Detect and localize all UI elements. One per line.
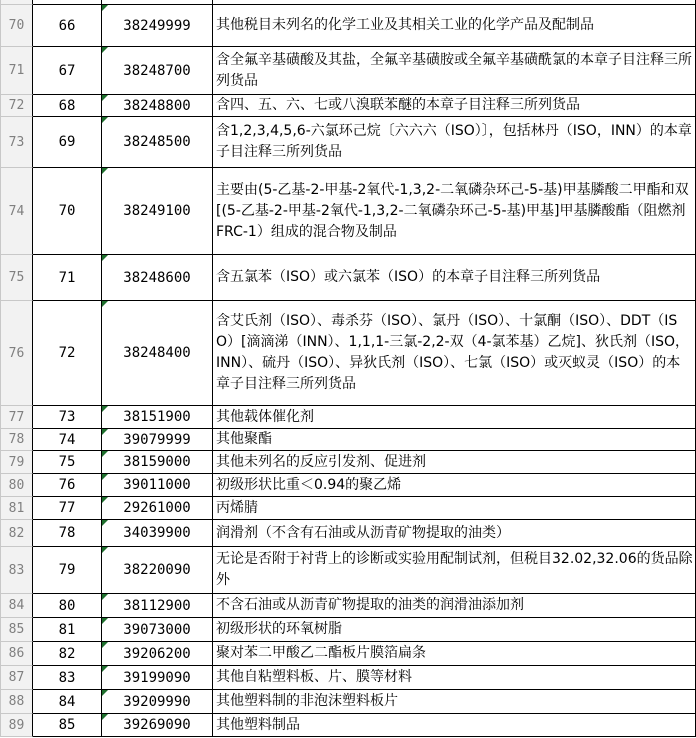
number-stored-as-text-indicator-icon [102,406,108,412]
description-cell[interactable]: 丙烯腈 [213,497,696,520]
hs-code-cell[interactable] [102,406,213,429]
sequence-number-cell[interactable]: 84 [33,690,102,714]
description-cell[interactable]: 含全氟辛基磺酸及其盐，全氟辛基磺胺或全氟辛基磺酰氯的本章子目注释三所列货品 [213,47,696,95]
number-stored-as-text-indicator-icon [102,117,108,123]
hs-code-value: 39206200 [123,645,191,662]
hs-code-value: 39073000 [123,621,191,638]
hs-code-value: 34039900 [123,525,191,541]
hs-code-cell[interactable] [102,5,213,47]
sequence-number-cell[interactable]: 85 [33,714,102,737]
description-cell[interactable]: 其他聚酯 [213,429,696,451]
table-row [0,474,696,497]
number-stored-as-text-indicator-icon [102,618,108,624]
hs-code-cell[interactable] [102,117,213,168]
hs-code-value: 39209990 [123,693,191,710]
row-number[interactable]: 86 [0,642,33,666]
hs-code-cell[interactable] [102,47,213,95]
description-cell[interactable]: 初级形状的环氧树脂 [213,618,696,642]
hs-code-value: 38159000 [123,454,191,470]
hs-code-value: 39269090 [123,717,191,733]
table-row [0,429,696,451]
table-row [0,714,696,737]
sequence-number-cell[interactable]: 78 [33,520,102,547]
description-cell[interactable]: 其他未列名的反应引发剂、促进剂 [213,451,696,474]
table-row [0,406,696,429]
sequence-number-cell[interactable]: 69 [33,117,102,168]
number-stored-as-text-indicator-icon [102,547,108,553]
hs-code-value: 38248700 [123,62,191,79]
description-cell[interactable]: 聚对苯二甲酸乙二酯板片膜箔扁条 [213,642,696,666]
table-row [0,497,696,520]
row-number[interactable]: 74 [0,168,33,255]
row-number[interactable]: 71 [0,47,33,95]
row-number[interactable]: 88 [0,690,33,714]
number-stored-as-text-indicator-icon [102,497,108,503]
row-number[interactable]: 83 [0,547,33,594]
row-number[interactable]: 80 [0,474,33,497]
hs-code-value: 38248600 [123,269,191,286]
sequence-number-cell[interactable]: 67 [33,47,102,95]
sequence-number-cell[interactable]: 83 [33,666,102,690]
number-stored-as-text-indicator-icon [102,5,108,11]
table-row [0,95,696,117]
hs-code-value: 38151900 [123,409,191,425]
table-row [0,594,696,618]
hs-code-value: 38248800 [123,97,191,114]
description-cell[interactable]: 含艾氏剂（ISO）、毒杀芬（ISO）、氯丹（ISO）、十氯酮（ISO）、DDT（ISO）[滴滴涕（INN）、1,1,1-三氯-2,2-双（4-氯苯基）乙烷]、狄氏剂（ISO，INN）、硫丹（ISO）、异狄氏剂（ISO）、七氯（ISO）或灭蚁灵（ISO）的本章子目注释三所列货品 [213,301,696,406]
description-cell[interactable]: 无论是否附于衬背上的诊断或实验用配制试剂，但税目32.02,32.06的货品除外 [213,547,696,594]
table-row [0,642,696,666]
hs-code-cell[interactable] [102,618,213,642]
description-cell[interactable]: 含1,2,3,4,5,6-六氯环己烷〔六六六（ISO）〕，包括林丹（ISO，INN）的本章子目注释三所列货品 [213,117,696,168]
number-stored-as-text-indicator-icon [102,666,108,672]
row-number[interactable]: 89 [0,714,33,737]
table-body [0,5,696,737]
hs-code-cell[interactable] [102,255,213,301]
row-number[interactable]: 70 [0,5,33,47]
row-number[interactable]: 87 [0,666,33,690]
sequence-number-cell[interactable]: 77 [33,497,102,520]
sequence-number-cell[interactable]: 74 [33,429,102,451]
table-row [0,451,696,474]
table-row [0,301,696,406]
number-stored-as-text-indicator-icon [102,714,108,720]
row-number[interactable]: 81 [0,497,33,520]
hs-code-cell[interactable] [102,429,213,451]
description-cell[interactable]: 不含石油或从沥青矿物提取的油类的润滑油添加剂 [213,594,696,618]
hs-code-value: 38248500 [123,134,191,150]
table-row [0,618,696,642]
description-cell[interactable]: 含四、五、六、七或八溴联苯醚的本章子目注释三所列货品 [213,95,696,117]
description-cell[interactable]: 初级形状比重＜0.94的聚乙烯 [213,474,696,497]
hs-code-value: 39079999 [123,431,191,448]
table-row [0,547,696,594]
table-row [0,666,696,690]
hs-code-value: 38249100 [123,203,191,219]
row-number[interactable]: 78 [0,429,33,451]
hs-code-cell[interactable] [102,642,213,666]
sequence-number-cell[interactable]: 73 [33,406,102,429]
hs-code-cell[interactable] [102,95,213,117]
sequence-number-cell[interactable]: 76 [33,474,102,497]
hs-code-cell[interactable] [102,666,213,690]
number-stored-as-text-indicator-icon [102,642,108,648]
row-number[interactable]: 85 [0,618,33,642]
number-stored-as-text-indicator-icon [102,47,108,53]
description-cell[interactable]: 其他塑料制品 [213,714,696,737]
number-stored-as-text-indicator-icon [102,255,108,261]
row-number[interactable]: 77 [0,406,33,429]
sequence-number-cell[interactable]: 82 [33,642,102,666]
hs-code-cell[interactable] [102,451,213,474]
description-cell[interactable]: 含五氯苯（ISO）或六氯苯（ISO）的本章子目注释三所列货品 [213,255,696,301]
table-row [0,255,696,301]
description-cell[interactable]: 其他载体催化剂 [213,406,696,429]
sequence-number-cell[interactable]: 75 [33,451,102,474]
number-stored-as-text-indicator-icon [102,594,108,600]
hs-code-cell[interactable] [102,497,213,520]
description-cell[interactable]: 主要由(5-乙基-2-甲基-2氧代-1,3,2-二氧磷杂环己-5-基)甲基膦酸二甲酯和双[(5-乙基-2-甲基-2氧代-1,3,2-二氧磷杂环己-5-基)甲基]甲基膦酸酯（阻燃剂 FRC-1）组成的混合物及制品 [213,168,696,255]
sequence-number-cell[interactable]: 72 [33,301,102,406]
number-stored-as-text-indicator-icon [102,168,108,174]
description-cell[interactable]: 润滑剂（不含有石油或从沥青矿物提取的油类） [213,520,696,547]
number-stored-as-text-indicator-icon [102,520,108,526]
sequence-number-cell[interactable]: 70 [33,168,102,255]
sequence-number-cell[interactable]: 71 [33,255,102,301]
table-row [0,520,696,547]
row-number[interactable]: 84 [0,594,33,618]
description-cell[interactable]: 其他塑料制的非泡沫塑料板片 [213,690,696,714]
hs-code-cell[interactable] [102,714,213,737]
hs-code-cell[interactable] [102,690,213,714]
sequence-number-cell[interactable]: 81 [33,618,102,642]
sequence-number-cell[interactable]: 80 [33,594,102,618]
sequence-number-cell[interactable]: 68 [33,95,102,117]
row-number[interactable]: 72 [0,95,33,117]
hs-code-value: 38248400 [123,345,191,361]
row-number[interactable]: 75 [0,255,33,301]
number-stored-as-text-indicator-icon [102,690,108,696]
number-stored-as-text-indicator-icon [102,95,108,101]
number-stored-as-text-indicator-icon [102,451,108,457]
number-stored-as-text-indicator-icon [102,474,108,480]
hs-code-cell[interactable] [102,301,213,406]
hs-code-cell[interactable] [102,474,213,497]
row-number[interactable]: 73 [0,117,33,168]
table-row [0,47,696,95]
hs-code-cell[interactable] [102,594,213,618]
hs-code-value: 38249999 [123,17,191,34]
row-number[interactable]: 79 [0,451,33,474]
table-row [0,168,696,255]
hs-code-cell[interactable] [102,547,213,594]
row-number[interactable]: 82 [0,520,33,547]
sequence-number-cell[interactable]: 66 [33,5,102,47]
hs-code-value: 38112900 [123,597,191,614]
number-stored-as-text-indicator-icon [102,429,108,435]
number-stored-as-text-indicator-icon [102,301,108,307]
table-row [0,690,696,714]
table-row [0,117,696,168]
hs-code-value: 39011000 [123,477,191,493]
description-cell[interactable]: 其他自粘塑料板、片、膜等材料 [213,666,696,690]
row-number[interactable]: 76 [0,301,33,406]
hs-code-value: 39199090 [123,669,191,686]
table-row [0,5,696,47]
description-cell[interactable]: 其他税目未列名的化学工业及其相关工业的化学产品及配制品 [213,5,696,47]
sequence-number-cell[interactable]: 79 [33,547,102,594]
hs-code-value: 38220090 [123,562,191,578]
hs-code-cell[interactable] [102,168,213,255]
hs-code-value: 29261000 [123,500,191,516]
hs-code-cell[interactable] [102,520,213,547]
